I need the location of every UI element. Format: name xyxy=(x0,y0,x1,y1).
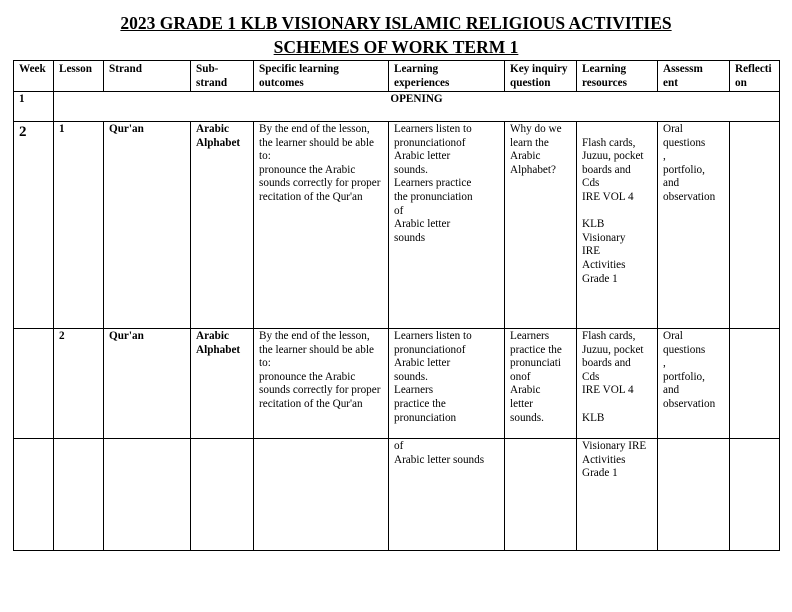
table-row xyxy=(14,439,780,551)
row-2-outcomes: By the end of the lesson, the learner should be able to: pronounce the Arabic sounds correctly for proper recitation of the Qur'an xyxy=(254,329,389,439)
header-outcomes: Specific learning outcomes xyxy=(254,61,389,92)
header-row xyxy=(14,61,780,92)
row-3-inquiry xyxy=(505,439,577,551)
schemes-of-work-table xyxy=(13,60,780,551)
opening-label: OPENING xyxy=(54,92,780,122)
table-row xyxy=(14,122,780,329)
row-1-inquiry: Why do we learn the Arabic Alphabet? xyxy=(505,122,577,329)
header-week: Week xyxy=(14,61,54,92)
header-resources: Learning resources xyxy=(577,61,658,92)
header-inquiry: Key inquiry question xyxy=(505,61,577,92)
opening-week: 1 xyxy=(14,92,54,122)
row-3-substrand xyxy=(191,439,254,551)
header-experiences: Learning experiences xyxy=(389,61,505,92)
row-1-outcomes: By the end of the lesson, the learner should be able to: pronounce the Arabic sounds correctly for proper recitation of the Qur'an xyxy=(254,122,389,329)
row-2-experiences: Learners listen to pronunciationof Arabic letter sounds. Learners practice the pronunciation xyxy=(389,329,505,439)
row-1-assessment: Oral questions , portfolio, and observation xyxy=(658,122,730,329)
header-reflection: Reflecti on xyxy=(730,61,780,92)
row-2-resources: Flash cards, Juzuu, pocket boards and Cds IRE VOL 4 KLB xyxy=(577,329,658,439)
row-2-inquiry: Learners practice the pronunciati onof Arabic letter sounds. xyxy=(505,329,577,439)
row-3-resources: Visionary IRE Activities Grade 1 xyxy=(577,439,658,551)
row-3-week xyxy=(14,439,54,551)
row-3-experiences: of Arabic letter sounds xyxy=(389,439,505,551)
row-3-reflection xyxy=(730,439,780,551)
header-strand: Strand xyxy=(104,61,191,92)
row-2-lesson: 2 xyxy=(54,329,104,439)
table-row xyxy=(14,329,780,439)
row-2-assessment: Oral questions , portfolio, and observation xyxy=(658,329,730,439)
document-title-line-2: SCHEMES OF WORK TERM 1 xyxy=(273,37,519,57)
row-3-strand xyxy=(104,439,191,551)
row-2-strand: Qur'an xyxy=(104,329,191,439)
row-3-outcomes xyxy=(254,439,389,551)
row-1-experiences: Learners listen to pronunciationof Arabic letter sounds. Learners practice the pronunciation of Arabic letter sounds xyxy=(389,122,505,329)
row-1-reflection xyxy=(730,122,780,329)
opening-row xyxy=(14,92,780,122)
header-assessment: Assessm ent xyxy=(658,61,730,92)
header-lesson: Lesson xyxy=(54,61,104,92)
row-1-lesson: 1 xyxy=(54,122,104,329)
row-2-substrand: Arabic Alphabet xyxy=(191,329,254,439)
document-title-line-1: 2023 GRADE 1 KLB VISIONARY ISLAMIC RELIGIOUS ACTIVITIES xyxy=(120,13,672,33)
row-1-strand: Qur'an xyxy=(104,122,191,329)
row-1-week: 2 xyxy=(14,122,54,329)
row-2-reflection xyxy=(730,329,780,439)
row-3-assessment xyxy=(658,439,730,551)
row-1-resources: Flash cards, Juzuu, pocket boards and Cds IRE VOL 4 KLB Visionary IRE Activities Grade 1 xyxy=(577,122,658,329)
row-1-substrand: Arabic Alphabet xyxy=(191,122,254,329)
header-substrand: Sub- strand xyxy=(191,61,254,92)
row-3-lesson xyxy=(54,439,104,551)
row-2-week xyxy=(14,329,54,439)
